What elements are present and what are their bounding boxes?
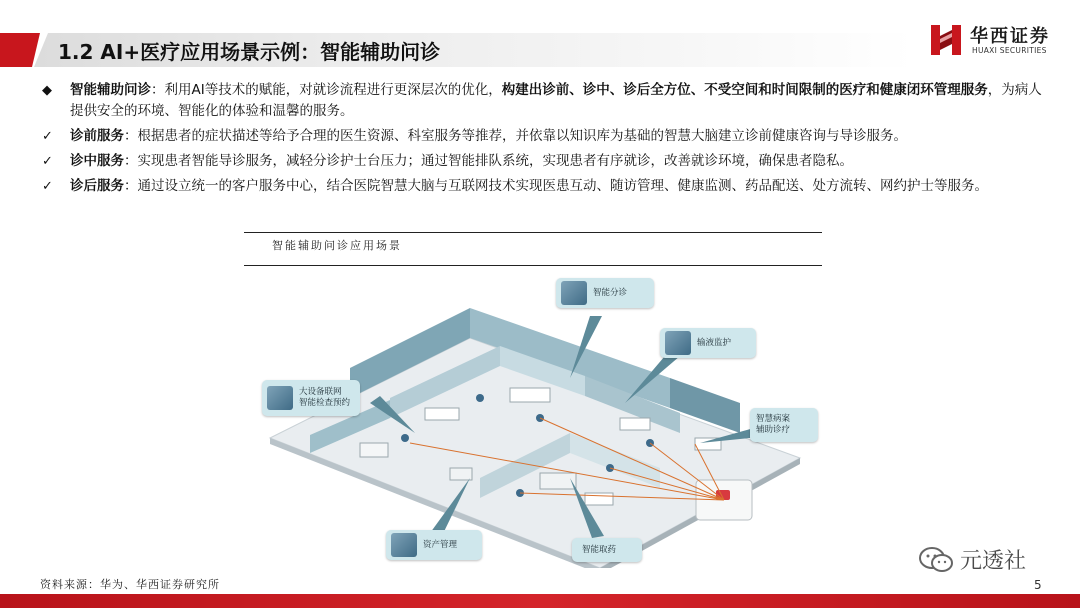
bullet-text-tail: ，为病人提供安全的环境、智能化的体验和温馨的服务。 bbox=[70, 82, 1042, 119]
callout-smart-triage bbox=[556, 278, 654, 308]
asset-photo-icon bbox=[391, 533, 417, 557]
bullet-emphasis: 构建出诊前、诊中、诊后全方位、不受空间和时间限制的医疗和健康闭环管理服务 bbox=[501, 82, 988, 98]
huaxi-logo-icon bbox=[928, 22, 964, 58]
figure-top-rule bbox=[244, 232, 822, 233]
check-bullet-icon: ✓ bbox=[42, 129, 53, 144]
callout-label: 输液监护 bbox=[697, 337, 732, 348]
title-bar bbox=[0, 33, 1080, 67]
callout-label-line2: 智能检查预约 bbox=[299, 398, 351, 408]
callout-smart-records bbox=[750, 408, 818, 442]
footer-bar bbox=[0, 594, 1080, 608]
callout-asset-management bbox=[386, 530, 482, 560]
logo-chinese-name: 华西证券 bbox=[970, 26, 1050, 47]
bullet-pre-diagnosis bbox=[40, 126, 1055, 147]
bullet-lead: 诊前服务 bbox=[70, 128, 124, 144]
check-bullet-icon: ✓ bbox=[42, 179, 53, 194]
source-note: 资料来源：华为、华西证券研究所 bbox=[40, 578, 220, 591]
bullet-text: ：利用AI等技术的赋能，对就诊流程进行更深层次的优化， bbox=[151, 82, 502, 98]
bullet-during-diagnosis bbox=[40, 151, 1055, 172]
callout-label: 智能分诊 bbox=[593, 287, 628, 298]
watermark-text: 元透社 bbox=[960, 549, 1027, 574]
callout-label: 智能取药 bbox=[582, 544, 617, 555]
wechat-icon bbox=[918, 546, 954, 574]
callout-infusion-monitoring bbox=[660, 328, 756, 358]
page-number: 5 bbox=[1034, 578, 1042, 592]
title-accent bbox=[0, 33, 40, 67]
bullet-intelligent-consultation bbox=[40, 80, 1055, 122]
infusion-photo-icon bbox=[665, 331, 691, 355]
bullet-lead: 智能辅助问诊 bbox=[70, 82, 151, 98]
page-title: 1.2 AI+医疗应用场景示例：智能辅助问诊 bbox=[58, 40, 441, 64]
callout-label-line1: 大设备联网 bbox=[299, 387, 342, 397]
diamond-bullet-icon: ◆ bbox=[42, 83, 52, 98]
bullet-text: ：通过设立统一的客户服务中心，结合医院智慧大脑与互联网技术实现医患互动、随访管理、健康监测、药品配送、处方流转、网约护士等服务。 bbox=[124, 178, 988, 194]
callout-label: 资产管理 bbox=[423, 539, 458, 550]
bullet-text: ：根据患者的症状描述等给予合理的医生资源、科室服务等推荐，并依靠以知识库为基础的智慧大脑建立诊前健康咨询与导诊服务。 bbox=[124, 128, 907, 144]
hospital-floorplan-illustration bbox=[240, 268, 820, 568]
equipment-photo-icon bbox=[267, 386, 293, 410]
bullet-lead: 诊中服务 bbox=[70, 153, 124, 169]
bullet-post-diagnosis bbox=[40, 176, 1055, 197]
callout-label-line1: 智慧病案 bbox=[756, 414, 791, 424]
callout-label-line2: 辅助诊疗 bbox=[756, 425, 791, 435]
callout-smart-pharmacy bbox=[572, 538, 642, 562]
check-bullet-icon: ✓ bbox=[42, 154, 53, 169]
bullet-lead: 诊后服务 bbox=[70, 178, 124, 194]
figure-caption: 智能辅助问诊应用场景 bbox=[272, 239, 402, 252]
logo-english-name: HUAXI SECURITIES bbox=[972, 46, 1047, 55]
triage-photo-icon bbox=[561, 281, 587, 305]
watermark bbox=[918, 544, 1026, 575]
bullet-list bbox=[40, 80, 1055, 201]
bullet-text: ：实现患者智能导诊服务，减轻分诊护士台压力；通过智能排队系统，实现患者有序就诊，改善就诊环境，确保患者隐私。 bbox=[124, 153, 853, 169]
company-logo bbox=[928, 22, 1068, 60]
callout-equipment-booking bbox=[262, 380, 360, 416]
figure-caption-rule bbox=[244, 265, 822, 266]
